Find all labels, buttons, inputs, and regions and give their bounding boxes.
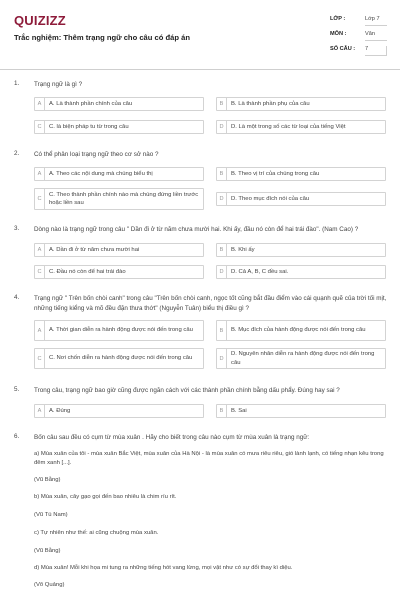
option-text: D. Cả A, B, C đều sai. bbox=[231, 268, 289, 275]
option-text: D. Nguyên nhân diễn ra hành động được nói đến trong câu bbox=[231, 351, 375, 366]
option-letter: D bbox=[217, 193, 227, 205]
option-letter: C bbox=[35, 349, 45, 368]
option-letter: A bbox=[35, 168, 45, 180]
option-d[interactable] bbox=[216, 192, 386, 206]
meta-subject bbox=[330, 29, 392, 44]
option-letter: A bbox=[35, 244, 45, 256]
option-c[interactable] bbox=[34, 265, 204, 279]
option-letter: B bbox=[217, 168, 227, 180]
option-c[interactable] bbox=[34, 348, 204, 369]
meta-grade bbox=[330, 14, 392, 29]
question-number: 5. bbox=[14, 386, 20, 393]
question-text: Dòng nào là trạng ngữ trong câu " Dần đi ở từ năm chưa mười hai. Khi ấy, đầu nó còn để hai trái đào". (Nam Cao) ? bbox=[34, 226, 359, 233]
quizizz-logo: QUIZIZZ bbox=[14, 13, 66, 28]
question-text: Trong câu, trạng ngữ bao giờ cũng được ngăn cách với các thành phần chính bằng dấu phẩy. Đúng hay sai ? bbox=[34, 387, 340, 394]
option-a[interactable] bbox=[34, 243, 204, 257]
option-text: C. Nơi chốn diễn ra hành động được nói đến trong câu bbox=[49, 355, 193, 362]
option-d[interactable] bbox=[216, 265, 386, 279]
question-number: 1. bbox=[14, 80, 20, 87]
option-text: D. Là một trong số các từ loại của tiếng Việt bbox=[231, 123, 346, 130]
option-a[interactable] bbox=[34, 404, 204, 418]
page-title: Trắc nghiệm: Thêm trạng ngữ cho câu có đáp án bbox=[14, 33, 190, 42]
option-a[interactable] bbox=[34, 167, 204, 181]
option-letter: A bbox=[35, 405, 45, 417]
meta-value: Lớp 7 bbox=[365, 16, 387, 26]
option-a[interactable] bbox=[34, 97, 204, 111]
meta-value: Văn bbox=[365, 31, 387, 41]
option-letter: D bbox=[217, 266, 227, 278]
passage-a: a) Mùa xuân của tôi - mùa xuân Bắc Việt, mùa xuân của Hà Nội - là mùa xuân có mưa riêu riêu, gió lành lạnh, có tiếng nhạn kêu trong đêm xanh [...]. bbox=[34, 451, 384, 466]
option-text: C. Đầu nó còn để hai trái đào bbox=[49, 268, 126, 275]
option-text: A. Thời gian diễn ra hành động được nói đến trong câu bbox=[49, 327, 193, 334]
question-number: 2. bbox=[14, 150, 20, 157]
option-b[interactable] bbox=[216, 243, 386, 257]
option-text: A. Theo các nội dung mà chúng biểu thị bbox=[49, 170, 153, 177]
passage-b: b) Mùa xuân, cây gạo gọi đến bao nhiêu là chim ríu rít. bbox=[34, 494, 177, 500]
passage-b-source: (Vũ Tú Nam) bbox=[34, 512, 68, 518]
option-letter: A bbox=[35, 98, 45, 110]
option-text: B. Mục đích của hành động được nói đến trong câu bbox=[231, 327, 366, 334]
option-text: A. Dần đi ở từ năm chưa mười hai bbox=[49, 246, 140, 253]
question-number: 3. bbox=[14, 225, 20, 232]
question-text: Trạng ngữ là gì ? bbox=[34, 81, 83, 88]
meta-label: LỚP : bbox=[330, 16, 346, 22]
option-b[interactable] bbox=[216, 167, 386, 181]
meta-question-count bbox=[330, 44, 392, 59]
option-letter: C bbox=[35, 266, 45, 278]
passage-d-source: (Võ Quảng) bbox=[34, 582, 65, 588]
option-d[interactable] bbox=[216, 348, 386, 369]
option-letter: D bbox=[217, 121, 227, 133]
option-b[interactable] bbox=[216, 320, 386, 341]
option-letter: B bbox=[217, 321, 227, 340]
option-d[interactable] bbox=[216, 120, 386, 134]
question-number: 4. bbox=[14, 294, 20, 301]
passage-c-source: (Vũ Bằng) bbox=[34, 548, 61, 554]
option-text: C. là biện pháp tu từ trong câu bbox=[49, 123, 129, 130]
worksheet-header bbox=[0, 0, 400, 70]
meta-label: MÔN : bbox=[330, 31, 347, 37]
passage-d: d) Mùa xuân! Mỗi khi họa mi tung ra những tiếng hót vang lừng, mọi vật như có sự đổi thay kì diệu. bbox=[34, 565, 293, 571]
option-text: C. Theo thành phần chính nào mà chúng đứng liền trước hoặc liền sau bbox=[49, 191, 199, 206]
option-text: B. Khi ấy bbox=[231, 246, 255, 253]
option-letter: B bbox=[217, 405, 227, 417]
option-c[interactable] bbox=[34, 120, 204, 134]
question-text: Bốn câu sau đều có cụm từ mùa xuân . Hãy cho biết trong câu nào cụm từ mùa xuân là trạng ngữ: bbox=[34, 434, 310, 441]
option-text: A. Là thành phần chính của câu bbox=[49, 100, 133, 107]
option-letter: B bbox=[217, 98, 227, 110]
meta-value: 7 bbox=[365, 46, 387, 56]
option-text: B. Theo vị trí của chúng trong câu bbox=[231, 170, 320, 177]
option-text: A. Đúng bbox=[49, 407, 71, 414]
passage-c: c) Tự nhiên như thế: ai cũng chuộng mùa xuân. bbox=[34, 530, 159, 536]
question-number: 6. bbox=[14, 433, 20, 440]
option-letter: A bbox=[35, 321, 45, 340]
option-letter: D bbox=[217, 349, 227, 368]
meta-label: SỐ CÂU : bbox=[330, 46, 356, 52]
question-text: Có thể phân loại trạng ngữ theo cơ sở nào ? bbox=[34, 151, 159, 158]
option-b[interactable] bbox=[216, 404, 386, 418]
option-text: B. Là thành phần phụ của câu bbox=[231, 100, 310, 107]
option-c[interactable] bbox=[34, 188, 204, 210]
option-letter: C bbox=[35, 189, 45, 209]
question-text: Trạng ngữ " Trên bốn chòi canh" trong câu "Trên bốn chòi canh, ngọc tốt cũng bắt đầu điểm vào cái quạnh quẽ của trời tối mịt, những tiếng kiểng và mõ đều đặn thưa thớt" (Nguyễn Tuân) biểu thị điều gì ? bbox=[34, 295, 387, 312]
option-text: B. Sai bbox=[231, 407, 247, 414]
option-letter: B bbox=[217, 244, 227, 256]
option-text: D. Theo mục đích nói của câu bbox=[231, 195, 310, 202]
option-b[interactable] bbox=[216, 97, 386, 111]
passage-a-source: (Vũ Bằng) bbox=[34, 477, 61, 483]
meta-info bbox=[330, 14, 392, 59]
option-a[interactable] bbox=[34, 320, 204, 341]
option-letter: C bbox=[35, 121, 45, 133]
